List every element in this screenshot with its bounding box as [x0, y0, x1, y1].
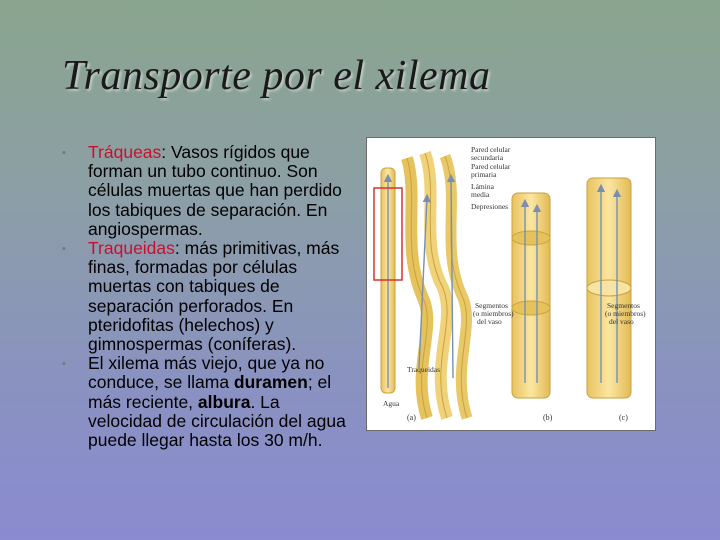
vessel-c	[587, 178, 631, 398]
bullet-text: El xilema más viejo, que ya no conduce, se llama	[88, 353, 325, 393]
xylem-figure	[366, 137, 656, 431]
label-pared-primaria-2: primaria	[471, 170, 497, 179]
vessel-b	[512, 193, 550, 398]
bullet-text: : Vasos rígidos que forman un tubo continuo. Son células muertas que han perdido los tabiques de separación. En angiospermas.	[88, 142, 342, 239]
caption-c: (c)	[619, 413, 628, 422]
label-segmentos-right-1: Segmentos	[607, 301, 640, 310]
slide-title: Transporte por el xilema	[62, 53, 491, 99]
label-segmentos-left-1: Segmentos	[475, 301, 508, 310]
bullet-traqueidas	[60, 239, 350, 354]
bullet-marker: •	[62, 243, 66, 256]
label-agua: Agua	[383, 399, 400, 408]
caption-b: (b)	[543, 413, 553, 422]
bullet-text: : más primitivas, más finas, formadas por células muertas con tabiques de separación perforados. En pteridofitas (helechos) y gimnospermas (coníferas).	[88, 238, 340, 355]
label-segmentos-right-3: del vaso	[609, 317, 634, 326]
bullet-traqueas	[60, 143, 350, 239]
term-duramen: duramen	[233, 372, 308, 393]
term-traqueidas: Traqueidas	[88, 238, 175, 259]
bullet-list	[60, 143, 350, 450]
label-lamina-2: media	[471, 190, 490, 199]
label-pared-primaria-1: Pared celular	[471, 162, 511, 171]
label-pared-secundaria-1: Pared celular	[471, 145, 511, 154]
label-segmentos-left-2: (o miembros)	[473, 309, 514, 318]
tracheid-strand	[374, 153, 467, 418]
bullet-marker: •	[62, 358, 66, 371]
label-segmentos-right-2: (o miembros)	[605, 309, 646, 318]
label-depresiones: Depresiones	[471, 202, 509, 211]
bullet-marker: •	[62, 147, 66, 159]
label-segmentos-left-3: del vaso	[477, 317, 502, 326]
bullet-text: . La velocidad de circulación del agua puede llegar hasta los 30 m/h.	[88, 391, 346, 451]
label-lamina-1: Lámina	[471, 182, 494, 191]
bullet-text: ; el más reciente,	[88, 372, 332, 412]
label-pared-secundaria-2: secundaria	[471, 153, 504, 162]
term-albura: albura	[197, 391, 251, 412]
label-traqueidas: Traqueidas	[407, 365, 441, 374]
caption-a: (a)	[407, 413, 416, 422]
bullet-duramen	[60, 354, 350, 450]
xylem-illustration	[367, 138, 655, 430]
term-traqueas: Tráqueas	[88, 142, 162, 162]
